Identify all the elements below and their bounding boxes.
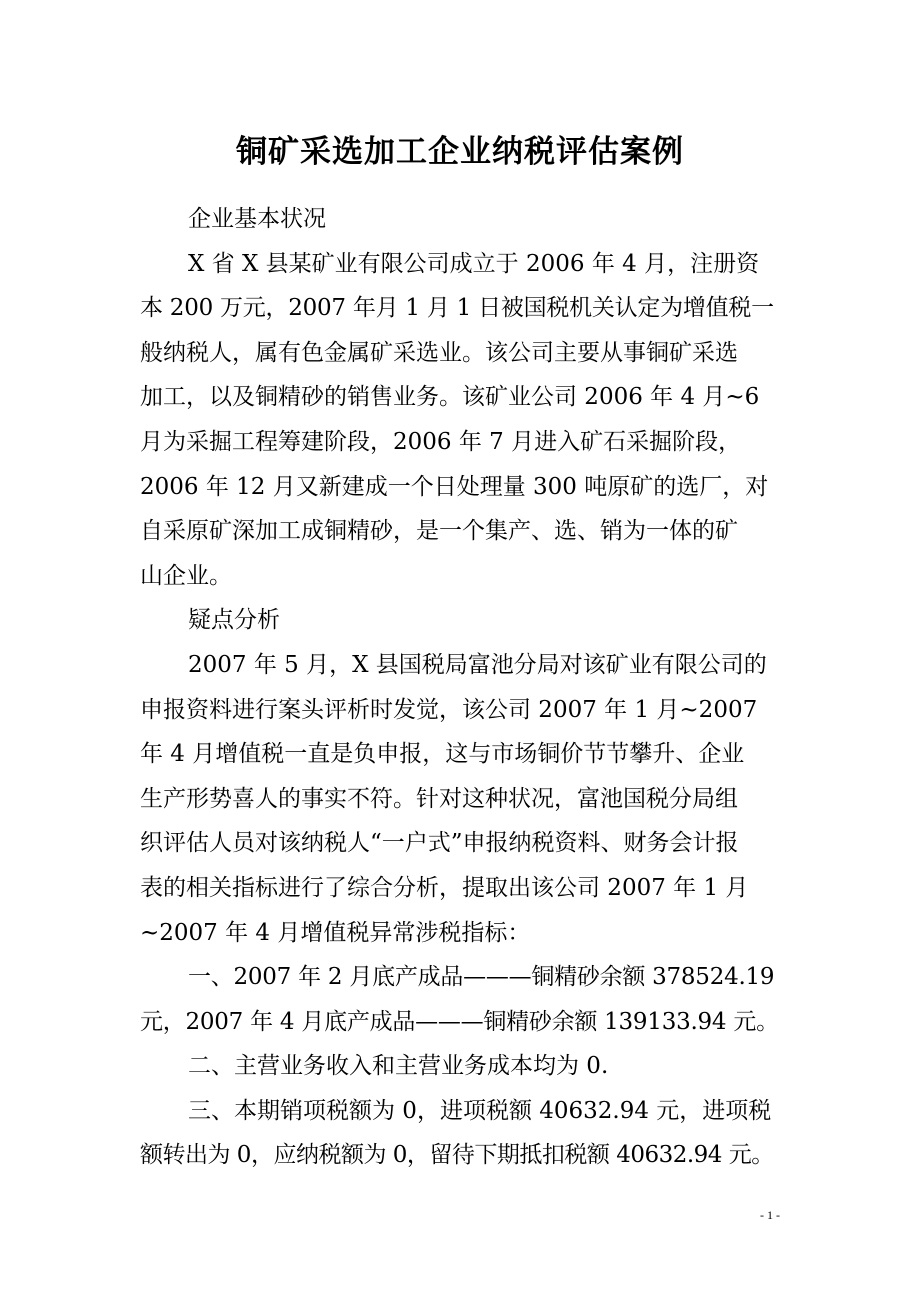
document-body [140,197,780,1178]
paragraph-line: 月为采掘工程筹建阶段，2006 年 7 月进入矿石采掘阶段， [140,428,742,455]
section-heading-doubt-analysis: 疑点分析 [188,607,280,634]
paragraph-line: 般纳税人，属有色金属矿采选业。该公司主要从事铜矿采选 [140,339,738,366]
paragraph-line: 2007 年 5 月，X 县国税局富池分局对该矿业有限公司的 [188,651,767,678]
paragraph-line: 山企业。 [140,562,232,589]
indicator-item-3: 三、本期销项税额为 0，进项税额 40632.94 元，进项税 [188,1097,772,1124]
document-title: 铜矿采选加工企业纳税评估案例 [236,134,684,170]
paragraph-line: 2006 年 12 月又新建成一个日处理量 300 吨原矿的选厂，对 [140,473,769,500]
indicator-item-2: 二、主营业务收入和主营业务成本均为 0. [188,1053,609,1080]
paragraph-line: 表的相关指标进行了综合分析，提取出该公司 2007 年 1 月 [140,874,749,901]
paragraph-line: 额转出为 0，应纳税额为 0，留待下期抵扣税额 40632.94 元。 [140,1142,774,1169]
paragraph-line: 加工，以及铜精砂的销售业务。该矿业公司 2006 年 4 月~6 [140,384,760,411]
paragraph-line: 自采原矿深加工成铜精砂，是一个集产、选、销为一体的矿 [140,518,738,545]
paragraph-line: 织评估人员对该纳税人“一户式”申报纳税资料、财务会计报 [140,830,739,857]
indicator-item-1: 一、2007 年 2 月底产成品———铜精砂余额 378524.19 [188,964,775,991]
section-heading-basic-status: 企业基本状况 [188,206,326,232]
paragraph-line: 本 200 万元，2007 年月 1 月 1 日被国税机关认定为增值税一 [140,295,774,322]
paragraph-line: X 省 X 县某矿业有限公司成立于 2006 年 4 月，注册资 [188,250,760,277]
page-number: - 1 - [760,1208,780,1222]
paragraph-line: 生产形势喜人的事实不符。针对这种状况，富池国税分局组 [140,785,738,812]
paragraph-line: ~2007 年 4 月增值税异常涉税指标： [140,919,531,946]
paragraph-line: 申报资料进行案头评析时发觉，该公司 2007 年 1 月~2007 [140,696,758,723]
paragraph-line: 年 4 月增值税一直是负申报，这与市场铜价节节攀升、企业 [140,741,745,768]
paragraph-line: 元，2007 年 4 月底产成品———铜精砂余额 139133.94 元。 [140,1008,779,1035]
